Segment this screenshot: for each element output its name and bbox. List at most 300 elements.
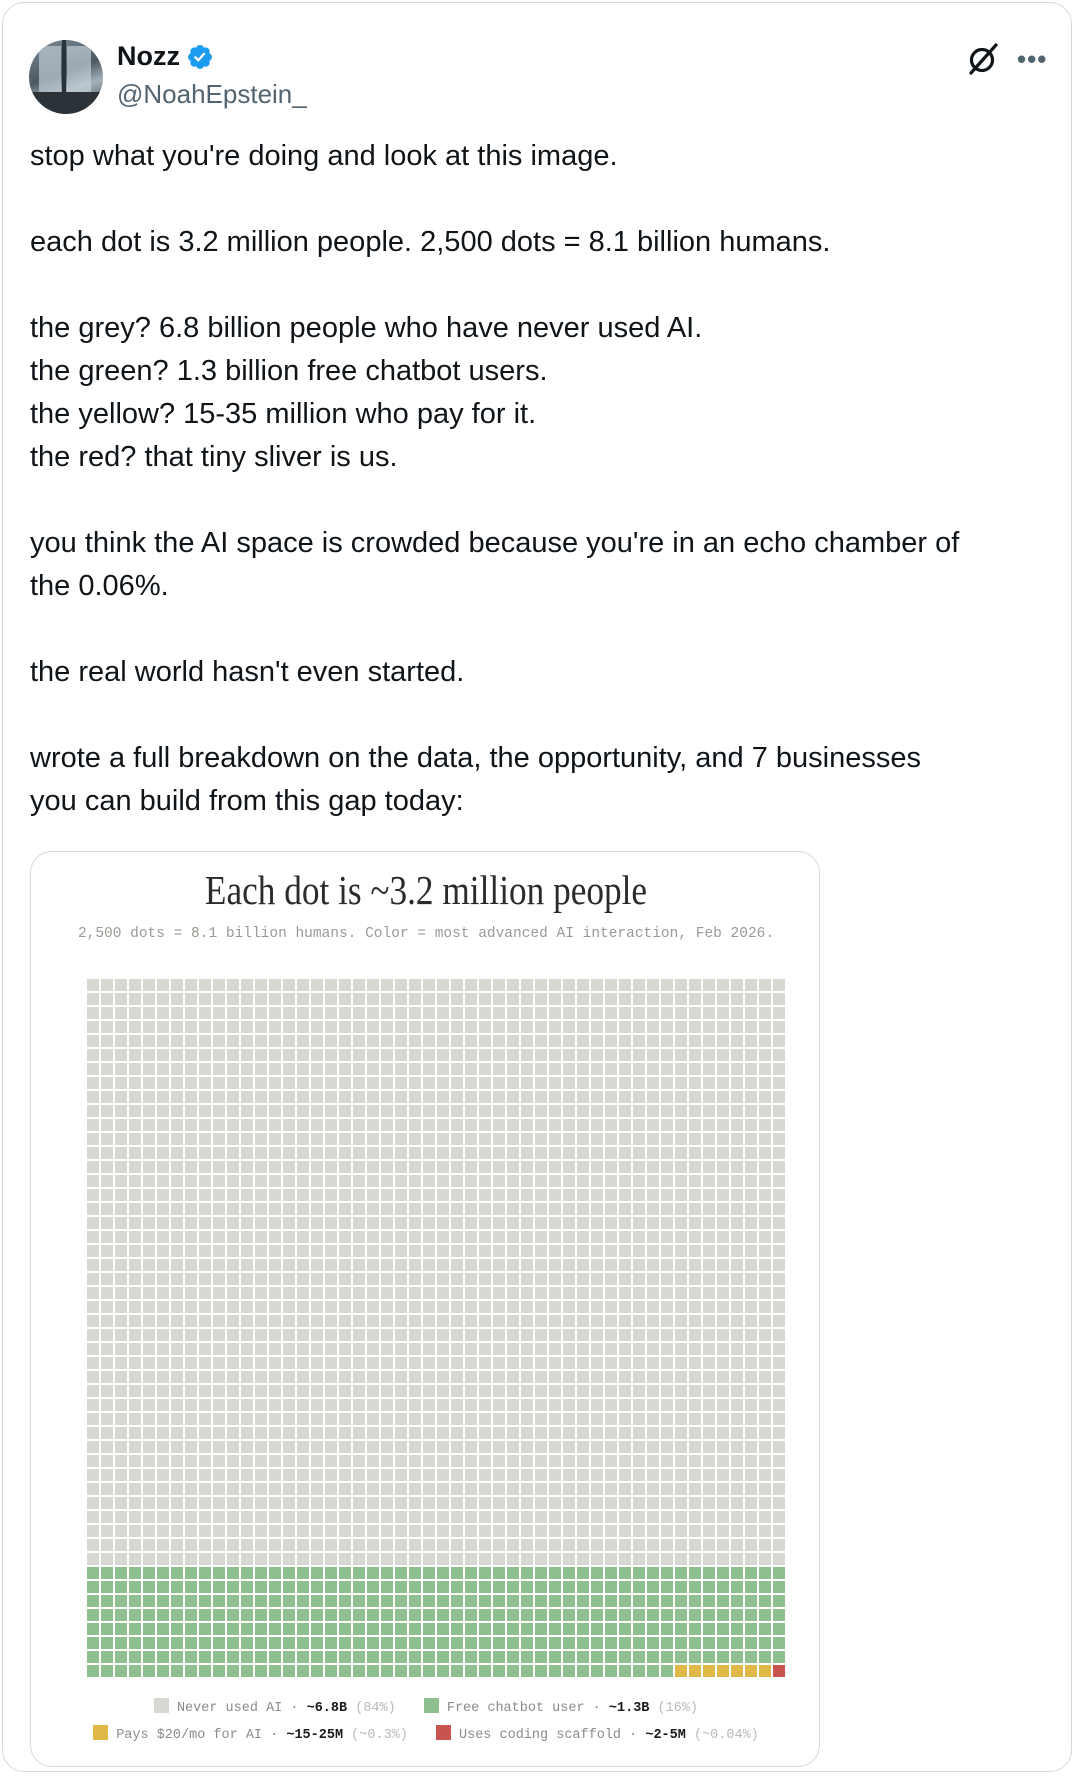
dot-free-chatbot-user: [325, 1637, 337, 1649]
dot-never-used-ai: [269, 1217, 281, 1229]
dot-never-used-ai: [409, 1245, 421, 1257]
dot-never-used-ai: [395, 1175, 407, 1187]
dot-never-used-ai: [521, 1329, 533, 1341]
dot-never-used-ai: [465, 1287, 477, 1299]
dot-never-used-ai: [157, 1525, 169, 1537]
dot-never-used-ai: [423, 1371, 435, 1383]
dot-never-used-ai: [535, 1483, 547, 1495]
dot-never-used-ai: [493, 1231, 505, 1243]
dot-never-used-ai: [437, 1553, 449, 1565]
dot-never-used-ai: [101, 1007, 113, 1019]
dot-never-used-ai: [437, 1049, 449, 1061]
dot-never-used-ai: [479, 1497, 491, 1509]
dot-never-used-ai: [115, 1119, 127, 1131]
dot-never-used-ai: [311, 1315, 323, 1327]
dot-never-used-ai: [143, 1301, 155, 1313]
dot-never-used-ai: [227, 1525, 239, 1537]
dot-never-used-ai: [703, 1301, 715, 1313]
dot-never-used-ai: [409, 1553, 421, 1565]
dot-never-used-ai: [507, 1063, 519, 1075]
dot-free-chatbot-user: [143, 1651, 155, 1663]
dot-never-used-ai: [87, 1511, 99, 1523]
dot-never-used-ai: [157, 1217, 169, 1229]
dot-never-used-ai: [507, 1203, 519, 1215]
author-handle[interactable]: @NoahEpstein_: [117, 79, 307, 109]
dot-never-used-ai: [227, 1021, 239, 1033]
dot-never-used-ai: [283, 1091, 295, 1103]
dot-never-used-ai: [675, 1413, 687, 1425]
dot-never-used-ai: [409, 1063, 421, 1075]
dot-never-used-ai: [269, 1371, 281, 1383]
dot-free-chatbot-user: [297, 1567, 309, 1579]
dot-never-used-ai: [759, 1063, 771, 1075]
dot-never-used-ai: [381, 1217, 393, 1229]
dot-never-used-ai: [339, 1133, 351, 1145]
dot-never-used-ai: [703, 1399, 715, 1411]
dot-never-used-ai: [437, 1525, 449, 1537]
dot-never-used-ai: [199, 1539, 211, 1551]
dot-never-used-ai: [479, 1161, 491, 1173]
dot-never-used-ai: [255, 1301, 267, 1313]
dot-never-used-ai: [451, 1483, 463, 1495]
dot-never-used-ai: [325, 1175, 337, 1187]
dot-never-used-ai: [731, 1035, 743, 1047]
dot-never-used-ai: [465, 1427, 477, 1439]
legend-label: Free chatbot user: [446, 1701, 585, 1716]
dot-never-used-ai: [311, 1511, 323, 1523]
dot-never-used-ai: [283, 1189, 295, 1201]
dot-free-chatbot-user: [591, 1609, 603, 1621]
dot-never-used-ai: [591, 1413, 603, 1425]
dot-never-used-ai: [255, 1063, 267, 1075]
dot-never-used-ai: [395, 1119, 407, 1131]
dot-never-used-ai: [563, 1469, 575, 1481]
dot-never-used-ai: [717, 1273, 729, 1285]
dot-never-used-ai: [745, 1343, 757, 1355]
dot-never-used-ai: [157, 1287, 169, 1299]
dot-free-chatbot-user: [773, 1595, 785, 1607]
dot-free-chatbot-user: [283, 1595, 295, 1607]
dot-never-used-ai: [731, 1343, 743, 1355]
dot-never-used-ai: [549, 1203, 561, 1215]
dot-never-used-ai: [675, 1273, 687, 1285]
dot-never-used-ai: [591, 1231, 603, 1243]
dot-never-used-ai: [689, 1483, 701, 1495]
tweet-text-line: the 0.06%.: [30, 570, 169, 602]
dot-never-used-ai: [311, 1007, 323, 1019]
dot-never-used-ai: [185, 1035, 197, 1047]
dot-never-used-ai: [479, 1021, 491, 1033]
dot-never-used-ai: [605, 1357, 617, 1369]
dot-never-used-ai: [101, 1105, 113, 1117]
dot-never-used-ai: [549, 1119, 561, 1131]
dot-never-used-ai: [633, 1273, 645, 1285]
dot-never-used-ai: [129, 1483, 141, 1495]
dot-never-used-ai: [395, 1021, 407, 1033]
dot-never-used-ai: [731, 1007, 743, 1019]
dot-never-used-ai: [311, 993, 323, 1005]
dot-never-used-ai: [423, 1063, 435, 1075]
dot-never-used-ai: [549, 1553, 561, 1565]
dot-never-used-ai: [773, 1329, 785, 1341]
tweet-card[interactable]: [2, 2, 1072, 1772]
dot-never-used-ai: [619, 1497, 631, 1509]
dot-never-used-ai: [493, 1203, 505, 1215]
dot-free-chatbot-user: [563, 1665, 575, 1677]
dot-never-used-ai: [367, 1385, 379, 1397]
dot-never-used-ai: [255, 1049, 267, 1061]
dot-free-chatbot-user: [297, 1651, 309, 1663]
dot-never-used-ai: [535, 1525, 547, 1537]
dot-pays-20-mo-for-ai: [675, 1665, 687, 1677]
dot-never-used-ai: [507, 1133, 519, 1145]
dot-never-used-ai: [241, 1091, 253, 1103]
dot-never-used-ai: [395, 1553, 407, 1565]
author-name[interactable]: Nozz: [117, 41, 180, 71]
dot-free-chatbot-user: [367, 1581, 379, 1593]
dot-never-used-ai: [269, 1469, 281, 1481]
dot-never-used-ai: [675, 1301, 687, 1313]
dot-never-used-ai: [339, 1413, 351, 1425]
dot-never-used-ai: [661, 1385, 673, 1397]
dot-free-chatbot-user: [507, 1567, 519, 1579]
dot-never-used-ai: [675, 1007, 687, 1019]
dot-never-used-ai: [227, 1469, 239, 1481]
dot-never-used-ai: [87, 1063, 99, 1075]
dot-never-used-ai: [339, 1315, 351, 1327]
dot-never-used-ai: [759, 1007, 771, 1019]
grok-icon[interactable]: [965, 41, 1001, 77]
dot-free-chatbot-user: [185, 1665, 197, 1677]
dot-never-used-ai: [115, 1063, 127, 1075]
dot-never-used-ai: [521, 1301, 533, 1313]
dot-never-used-ai: [143, 1189, 155, 1201]
dot-free-chatbot-user: [185, 1581, 197, 1593]
dot-never-used-ai: [647, 1371, 659, 1383]
dot-never-used-ai: [675, 1035, 687, 1047]
tweet-image[interactable]: [30, 851, 820, 1767]
dot-never-used-ai: [675, 1217, 687, 1229]
dot-free-chatbot-user: [577, 1609, 589, 1621]
dot-never-used-ai: [115, 1189, 127, 1201]
dot-never-used-ai: [213, 1469, 225, 1481]
dot-never-used-ai: [535, 1455, 547, 1467]
dot-never-used-ai: [157, 1371, 169, 1383]
dot-free-chatbot-user: [479, 1609, 491, 1621]
dot-never-used-ai: [283, 1301, 295, 1313]
dot-never-used-ai: [661, 1539, 673, 1551]
dot-never-used-ai: [157, 1147, 169, 1159]
dot-never-used-ai: [521, 1189, 533, 1201]
dot-free-chatbot-user: [381, 1567, 393, 1579]
dot-never-used-ai: [325, 1049, 337, 1061]
dot-free-chatbot-user: [577, 1581, 589, 1593]
dot-never-used-ai: [255, 1175, 267, 1187]
dot-never-used-ai: [325, 1273, 337, 1285]
dot-free-chatbot-user: [129, 1567, 141, 1579]
dot-never-used-ai: [241, 1007, 253, 1019]
dot-never-used-ai: [199, 1483, 211, 1495]
dot-never-used-ai: [689, 1007, 701, 1019]
dot-never-used-ai: [479, 1553, 491, 1565]
dot-never-used-ai: [199, 1245, 211, 1257]
dot-never-used-ai: [185, 1343, 197, 1355]
dot-never-used-ai: [577, 1133, 589, 1145]
dot-never-used-ai: [731, 1217, 743, 1229]
dot-never-used-ai: [115, 1203, 127, 1215]
dot-never-used-ai: [577, 1553, 589, 1565]
dot-free-chatbot-user: [465, 1595, 477, 1607]
dot-never-used-ai: [633, 1189, 645, 1201]
dot-never-used-ai: [493, 1063, 505, 1075]
dot-never-used-ai: [619, 993, 631, 1005]
dot-never-used-ai: [647, 1133, 659, 1145]
dot-never-used-ai: [339, 1553, 351, 1565]
dot-never-used-ai: [367, 1259, 379, 1271]
dot-never-used-ai: [605, 1245, 617, 1257]
dot-never-used-ai: [129, 1231, 141, 1243]
dot-never-used-ai: [703, 1385, 715, 1397]
dot-never-used-ai: [213, 1007, 225, 1019]
dot-free-chatbot-user: [493, 1623, 505, 1635]
dot-never-used-ai: [661, 1455, 673, 1467]
dot-never-used-ai: [647, 1217, 659, 1229]
dot-never-used-ai: [451, 1007, 463, 1019]
dot-never-used-ai: [381, 1525, 393, 1537]
dot-free-chatbot-user: [647, 1623, 659, 1635]
dot-never-used-ai: [591, 1217, 603, 1229]
dot-never-used-ai: [521, 1231, 533, 1243]
dot-never-used-ai: [773, 1553, 785, 1565]
dot-free-chatbot-user: [549, 1609, 561, 1621]
dot-never-used-ai: [563, 1259, 575, 1271]
dot-never-used-ai: [325, 1357, 337, 1369]
dot-never-used-ai: [395, 1259, 407, 1271]
dot-never-used-ai: [367, 1161, 379, 1173]
dot-never-used-ai: [479, 1427, 491, 1439]
dot-never-used-ai: [311, 1441, 323, 1453]
dot-free-chatbot-user: [605, 1567, 617, 1579]
dot-never-used-ai: [157, 1483, 169, 1495]
dot-free-chatbot-user: [703, 1595, 715, 1607]
dot-never-used-ai: [171, 1539, 183, 1551]
dot-free-chatbot-user: [493, 1665, 505, 1677]
dot-free-chatbot-user: [157, 1637, 169, 1649]
dot-never-used-ai: [395, 1217, 407, 1229]
dot-never-used-ai: [577, 1315, 589, 1327]
dot-never-used-ai: [563, 1175, 575, 1187]
dot-never-used-ai: [283, 1483, 295, 1495]
dot-free-chatbot-user: [479, 1665, 491, 1677]
dot-never-used-ai: [773, 1091, 785, 1103]
dot-never-used-ai: [241, 1483, 253, 1495]
dot-never-used-ai: [283, 1119, 295, 1131]
dot-never-used-ai: [157, 1203, 169, 1215]
dot-never-used-ai: [773, 979, 785, 991]
dot-never-used-ai: [437, 1007, 449, 1019]
dot-never-used-ai: [605, 1231, 617, 1243]
dot-never-used-ai: [465, 1539, 477, 1551]
dot-free-chatbot-user: [241, 1581, 253, 1593]
dot-never-used-ai: [255, 1315, 267, 1327]
dot-never-used-ai: [731, 1161, 743, 1173]
dot-never-used-ai: [157, 1441, 169, 1453]
dot-free-chatbot-user: [409, 1637, 421, 1649]
dot-never-used-ai: [465, 1119, 477, 1131]
dot-never-used-ai: [171, 1231, 183, 1243]
dot-never-used-ai: [703, 1007, 715, 1019]
dot-never-used-ai: [437, 1427, 449, 1439]
dot-free-chatbot-user: [423, 1567, 435, 1579]
dot-never-used-ai: [605, 1035, 617, 1047]
dot-never-used-ai: [619, 1189, 631, 1201]
dot-never-used-ai: [493, 1343, 505, 1355]
dot-never-used-ai: [689, 1427, 701, 1439]
dot-never-used-ai: [717, 1189, 729, 1201]
dot-never-used-ai: [773, 1119, 785, 1131]
dot-never-used-ai: [87, 979, 99, 991]
dot-never-used-ai: [115, 1091, 127, 1103]
dot-never-used-ai: [283, 1539, 295, 1551]
dot-never-used-ai: [759, 1147, 771, 1159]
dot-never-used-ai: [745, 979, 757, 991]
dot-never-used-ai: [563, 1385, 575, 1397]
dot-never-used-ai: [213, 1203, 225, 1215]
dot-never-used-ai: [549, 1441, 561, 1453]
dot-never-used-ai: [451, 1371, 463, 1383]
dot-free-chatbot-user: [591, 1637, 603, 1649]
dot-never-used-ai: [731, 1371, 743, 1383]
dot-never-used-ai: [171, 1399, 183, 1411]
dot-never-used-ai: [101, 1455, 113, 1467]
dot-never-used-ai: [633, 1483, 645, 1495]
dot-never-used-ai: [213, 1021, 225, 1033]
dot-never-used-ai: [129, 1091, 141, 1103]
dot-never-used-ai: [199, 1203, 211, 1215]
dot-never-used-ai: [283, 1427, 295, 1439]
dot-free-chatbot-user: [479, 1651, 491, 1663]
dot-free-chatbot-user: [395, 1595, 407, 1607]
dot-never-used-ai: [353, 1105, 365, 1117]
dot-never-used-ai: [535, 1063, 547, 1075]
dot-never-used-ai: [269, 1301, 281, 1313]
dot-never-used-ai: [227, 1245, 239, 1257]
dot-free-chatbot-user: [647, 1637, 659, 1649]
dot-never-used-ai: [311, 1343, 323, 1355]
dot-never-used-ai: [689, 1497, 701, 1509]
dot-never-used-ai: [661, 1525, 673, 1537]
dot-never-used-ai: [731, 1133, 743, 1145]
dot-never-used-ai: [185, 1091, 197, 1103]
dot-never-used-ai: [759, 1105, 771, 1117]
dot-never-used-ai: [87, 1133, 99, 1145]
dot-never-used-ai: [199, 993, 211, 1005]
dot-never-used-ai: [115, 1315, 127, 1327]
dot-never-used-ai: [661, 1329, 673, 1341]
dot-never-used-ai: [367, 1483, 379, 1495]
dot-free-chatbot-user: [507, 1581, 519, 1593]
dot-never-used-ai: [465, 1091, 477, 1103]
dot-never-used-ai: [213, 1245, 225, 1257]
dot-never-used-ai: [381, 1315, 393, 1327]
dot-never-used-ai: [185, 1133, 197, 1145]
dot-never-used-ai: [689, 1231, 701, 1243]
dot-never-used-ai: [563, 1189, 575, 1201]
dot-never-used-ai: [647, 1161, 659, 1173]
legend-item-coding-scaffold: Uses coding scaffold · ~2-5M (~0.04%): [436, 1725, 759, 1743]
dot-free-chatbot-user: [381, 1595, 393, 1607]
dot-never-used-ai: [465, 1455, 477, 1467]
dot-never-used-ai: [633, 1063, 645, 1075]
dot-never-used-ai: [563, 1091, 575, 1103]
dot-never-used-ai: [549, 1483, 561, 1495]
dot-never-used-ai: [241, 1525, 253, 1537]
dot-never-used-ai: [157, 1539, 169, 1551]
dot-never-used-ai: [689, 1245, 701, 1257]
dot-never-used-ai: [115, 1273, 127, 1285]
dot-pays-20-mo-for-ai: [689, 1665, 701, 1677]
dot-never-used-ai: [451, 1161, 463, 1173]
dot-never-used-ai: [773, 1049, 785, 1061]
dot-never-used-ai: [745, 1301, 757, 1313]
dot-never-used-ai: [353, 1119, 365, 1131]
dot-never-used-ai: [87, 1301, 99, 1313]
dot-never-used-ai: [255, 1259, 267, 1271]
dot-never-used-ai: [325, 1147, 337, 1159]
dot-free-chatbot-user: [591, 1665, 603, 1677]
dot-never-used-ai: [339, 1119, 351, 1131]
dot-never-used-ai: [605, 1133, 617, 1145]
dot-never-used-ai: [409, 1399, 421, 1411]
dot-never-used-ai: [255, 1245, 267, 1257]
dot-never-used-ai: [199, 1161, 211, 1173]
dot-never-used-ai: [437, 1203, 449, 1215]
dot-never-used-ai: [577, 993, 589, 1005]
dot-never-used-ai: [549, 1105, 561, 1117]
dot-never-used-ai: [535, 979, 547, 991]
dot-never-used-ai: [451, 1217, 463, 1229]
dot-free-chatbot-user: [479, 1567, 491, 1579]
dot-never-used-ai: [703, 1371, 715, 1383]
dot-never-used-ai: [647, 1105, 659, 1117]
dot-free-chatbot-user: [409, 1623, 421, 1635]
dot-never-used-ai: [759, 993, 771, 1005]
dot-never-used-ai: [115, 1161, 127, 1173]
legend-label: Uses coding scaffold: [459, 1728, 622, 1743]
author-avatar[interactable]: [29, 40, 103, 114]
dot-never-used-ai: [129, 979, 141, 991]
dot-never-used-ai: [661, 1357, 673, 1369]
dot-never-used-ai: [703, 1077, 715, 1089]
dot-free-chatbot-user: [759, 1609, 771, 1621]
dot-free-chatbot-user: [381, 1665, 393, 1677]
dot-never-used-ai: [101, 1315, 113, 1327]
dot-never-used-ai: [227, 1511, 239, 1523]
dot-never-used-ai: [563, 1371, 575, 1383]
dot-never-used-ai: [619, 1329, 631, 1341]
dot-free-chatbot-user: [731, 1581, 743, 1593]
dot-never-used-ai: [199, 1077, 211, 1089]
dot-never-used-ai: [157, 1469, 169, 1481]
dot-never-used-ai: [717, 1049, 729, 1061]
more-options-icon[interactable]: •••: [1017, 44, 1048, 74]
dot-free-chatbot-user: [535, 1665, 547, 1677]
dot-never-used-ai: [129, 1021, 141, 1033]
dot-free-chatbot-user: [241, 1609, 253, 1621]
dot-never-used-ai: [759, 1497, 771, 1509]
dot-never-used-ai: [367, 1357, 379, 1369]
dot-never-used-ai: [647, 1469, 659, 1481]
